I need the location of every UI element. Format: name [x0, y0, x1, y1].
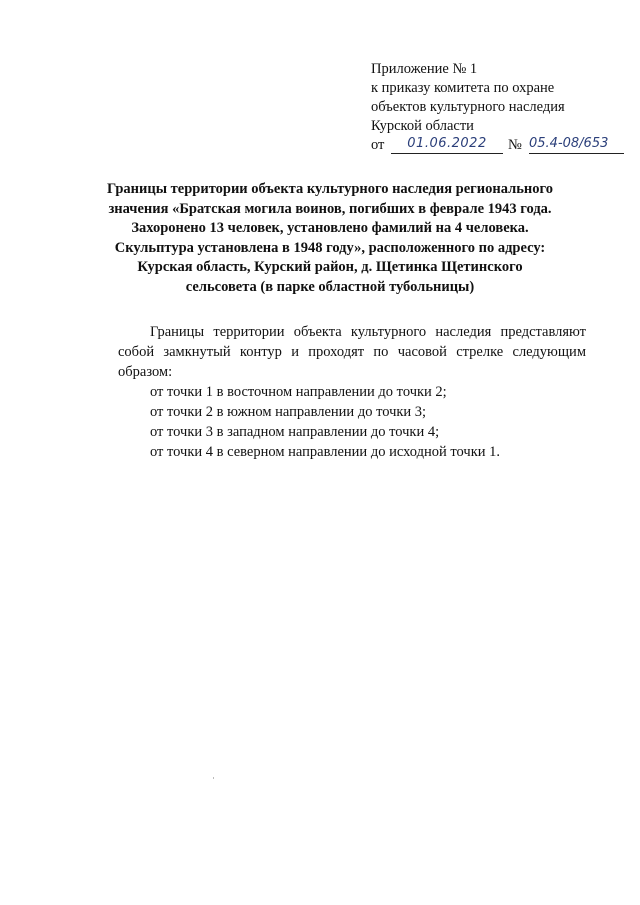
- boundary-segment-item: от точки 1 в восточном направлении до точки 2;: [150, 384, 447, 400]
- order-prefix: от: [371, 137, 385, 153]
- boundary-segment-item: от точки 3 в западном направлении до точки 4;: [150, 424, 440, 440]
- appendix-line-region: Курской области: [371, 118, 474, 134]
- title-line: Захоронено 13 человек, установлено фамилий на 4 человека.: [131, 220, 529, 236]
- title-line: значения «Братская могила воинов, погибших в феврале 1943 года.: [108, 200, 552, 217]
- document-title: [90, 180, 570, 297]
- boundary-segment-item: от точки 4 в северном направлении до исходной точки 1.: [150, 444, 500, 460]
- scan-speck: [213, 777, 214, 779]
- boundary-segment-item: от точки 2 в южном направлении до точки 3;: [150, 404, 427, 420]
- appendix-title: Приложение № 1: [371, 61, 478, 77]
- title-line: Границы территории объекта культурного наследия регионального: [107, 181, 553, 197]
- document-body: [118, 322, 586, 462]
- order-date-handwritten: 01.06.2022: [391, 134, 503, 154]
- title-line: Скульптура установлена в 1948 году», расположенного по адресу:: [114, 239, 546, 256]
- appendix-header: [371, 60, 621, 158]
- appendix-line-order: к приказу комитета по охране: [371, 80, 555, 96]
- title-line: сельсовета (в парке областной тубольницы): [185, 278, 475, 295]
- order-number-label: №: [508, 137, 522, 153]
- body-intro-paragraph: Границы территории объекта культурного наследия представляют собой замкнутый контур и проходят по часовой стрелке следующим образом:: [118, 324, 586, 380]
- order-number-handwritten: 05.4-08/653: [529, 134, 624, 154]
- appendix-line-committee: объектов культурного наследия: [371, 99, 565, 115]
- title-line: Курская область, Курский район, д. Щетинка Щетинского: [137, 259, 523, 275]
- order-reference: [371, 136, 621, 158]
